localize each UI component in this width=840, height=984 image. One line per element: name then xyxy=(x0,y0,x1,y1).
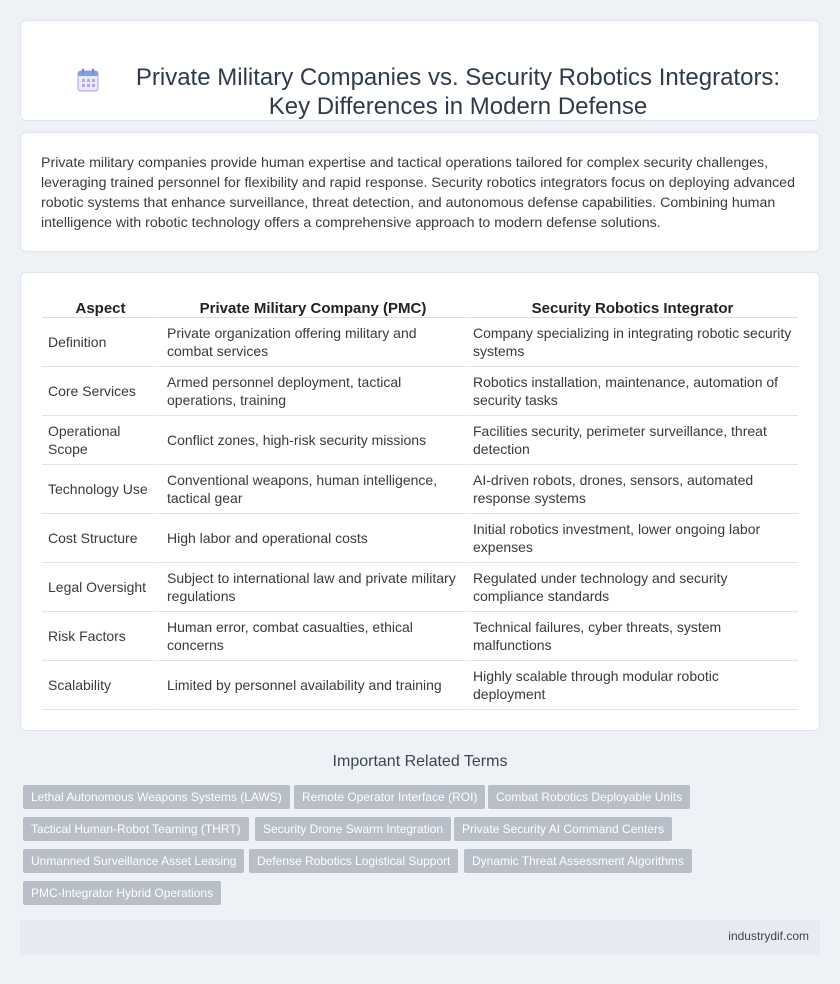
aspect-cell: Core Services xyxy=(42,367,159,416)
aspect-cell: Legal Oversight xyxy=(42,563,159,612)
comparison-table xyxy=(42,295,798,710)
aspect-cell: Cost Structure xyxy=(42,514,159,563)
term-tag[interactable]: Security Drone Swarm Integration xyxy=(255,817,451,841)
robotics-cell: Initial robotics investment, lower ongoing labor expenses xyxy=(465,514,798,563)
pmc-cell: Conflict zones, high-risk security missions xyxy=(159,416,465,465)
pmc-cell: Human error, combat casualties, ethical concerns xyxy=(159,612,465,661)
intro-paragraph: Private military companies provide human expertise and tactical operations tailored for complex security challenges, leveraging trained personnel for flexibility and rapid response. Security robotics integrators focus on deploying advanced robotic systems that enhance surveillance, threat detection, and autonomous defense capabilities. Combining human intelligence with robotic technology offers a comprehensive approach to modern defense solutions. xyxy=(41,155,795,231)
robotics-cell: Company specializing in integrating robotic security systems xyxy=(465,318,798,367)
footer-site-link[interactable]: industrydif.com xyxy=(728,929,809,943)
term-tag[interactable]: PMC-Integrator Hybrid Operations xyxy=(23,881,221,905)
term-tag[interactable]: Lethal Autonomous Weapons Systems (LAWS) xyxy=(23,785,290,809)
aspect-cell: Technology Use xyxy=(42,465,159,514)
table-row xyxy=(42,612,798,661)
table-row xyxy=(42,563,798,612)
table-row xyxy=(42,465,798,514)
term-tag[interactable]: Unmanned Surveillance Asset Leasing xyxy=(23,849,244,873)
aspect-cell: Operational Scope xyxy=(42,416,159,465)
header-pmc: Private Military Company (PMC) xyxy=(159,295,465,318)
pmc-cell: Limited by personnel availability and training xyxy=(159,661,465,710)
term-tag[interactable]: Remote Operator Interface (ROI) xyxy=(294,785,485,809)
robotics-cell: AI-driven robots, drones, sensors, automated response systems xyxy=(465,465,798,514)
term-tag[interactable]: Private Security AI Command Centers xyxy=(454,817,672,841)
intro-card xyxy=(20,132,820,252)
pmc-cell: Subject to international law and private military regulations xyxy=(159,563,465,612)
robotics-cell: Regulated under technology and security compliance standards xyxy=(465,563,798,612)
calendar-icon xyxy=(77,68,99,92)
robotics-cell: Facilities security, perimeter surveillance, threat detection xyxy=(465,416,798,465)
related-terms-heading: Important Related Terms xyxy=(332,753,508,770)
robotics-cell: Technical failures, cyber threats, system malfunctions xyxy=(465,612,798,661)
pmc-cell: High labor and operational costs xyxy=(159,514,465,563)
aspect-cell: Scalability xyxy=(42,661,159,710)
title-card xyxy=(20,20,820,121)
robotics-cell: Highly scalable through modular robotic deployment xyxy=(465,661,798,710)
table-row xyxy=(42,661,798,710)
term-tag[interactable]: Dynamic Threat Assessment Algorithms xyxy=(464,849,692,873)
aspect-cell: Risk Factors xyxy=(42,612,159,661)
header-robotics: Security Robotics Integrator xyxy=(465,295,798,318)
pmc-cell: Private organization offering military and combat services xyxy=(159,318,465,367)
robotics-cell: Robotics installation, maintenance, automation of security tasks xyxy=(465,367,798,416)
table-header-row xyxy=(42,295,798,318)
page-title: Private Military Companies vs. Security Robotics Integrators: Key Differences in Modern Defense xyxy=(135,64,781,120)
aspect-cell: Definition xyxy=(42,318,159,367)
pmc-cell: Conventional weapons, human intelligence, tactical gear xyxy=(159,465,465,514)
table-row xyxy=(42,367,798,416)
table-row xyxy=(42,514,798,563)
term-tag[interactable]: Combat Robotics Deployable Units xyxy=(488,785,690,809)
term-tag[interactable]: Tactical Human-Robot Teaming (THRT) xyxy=(23,817,249,841)
table-row xyxy=(42,416,798,465)
table-row xyxy=(42,318,798,367)
footer xyxy=(20,920,820,954)
pmc-cell: Armed personnel deployment, tactical operations, training xyxy=(159,367,465,416)
header-aspect: Aspect xyxy=(42,295,159,318)
term-tag[interactable]: Defense Robotics Logistical Support xyxy=(249,849,458,873)
comparison-card xyxy=(20,272,820,731)
